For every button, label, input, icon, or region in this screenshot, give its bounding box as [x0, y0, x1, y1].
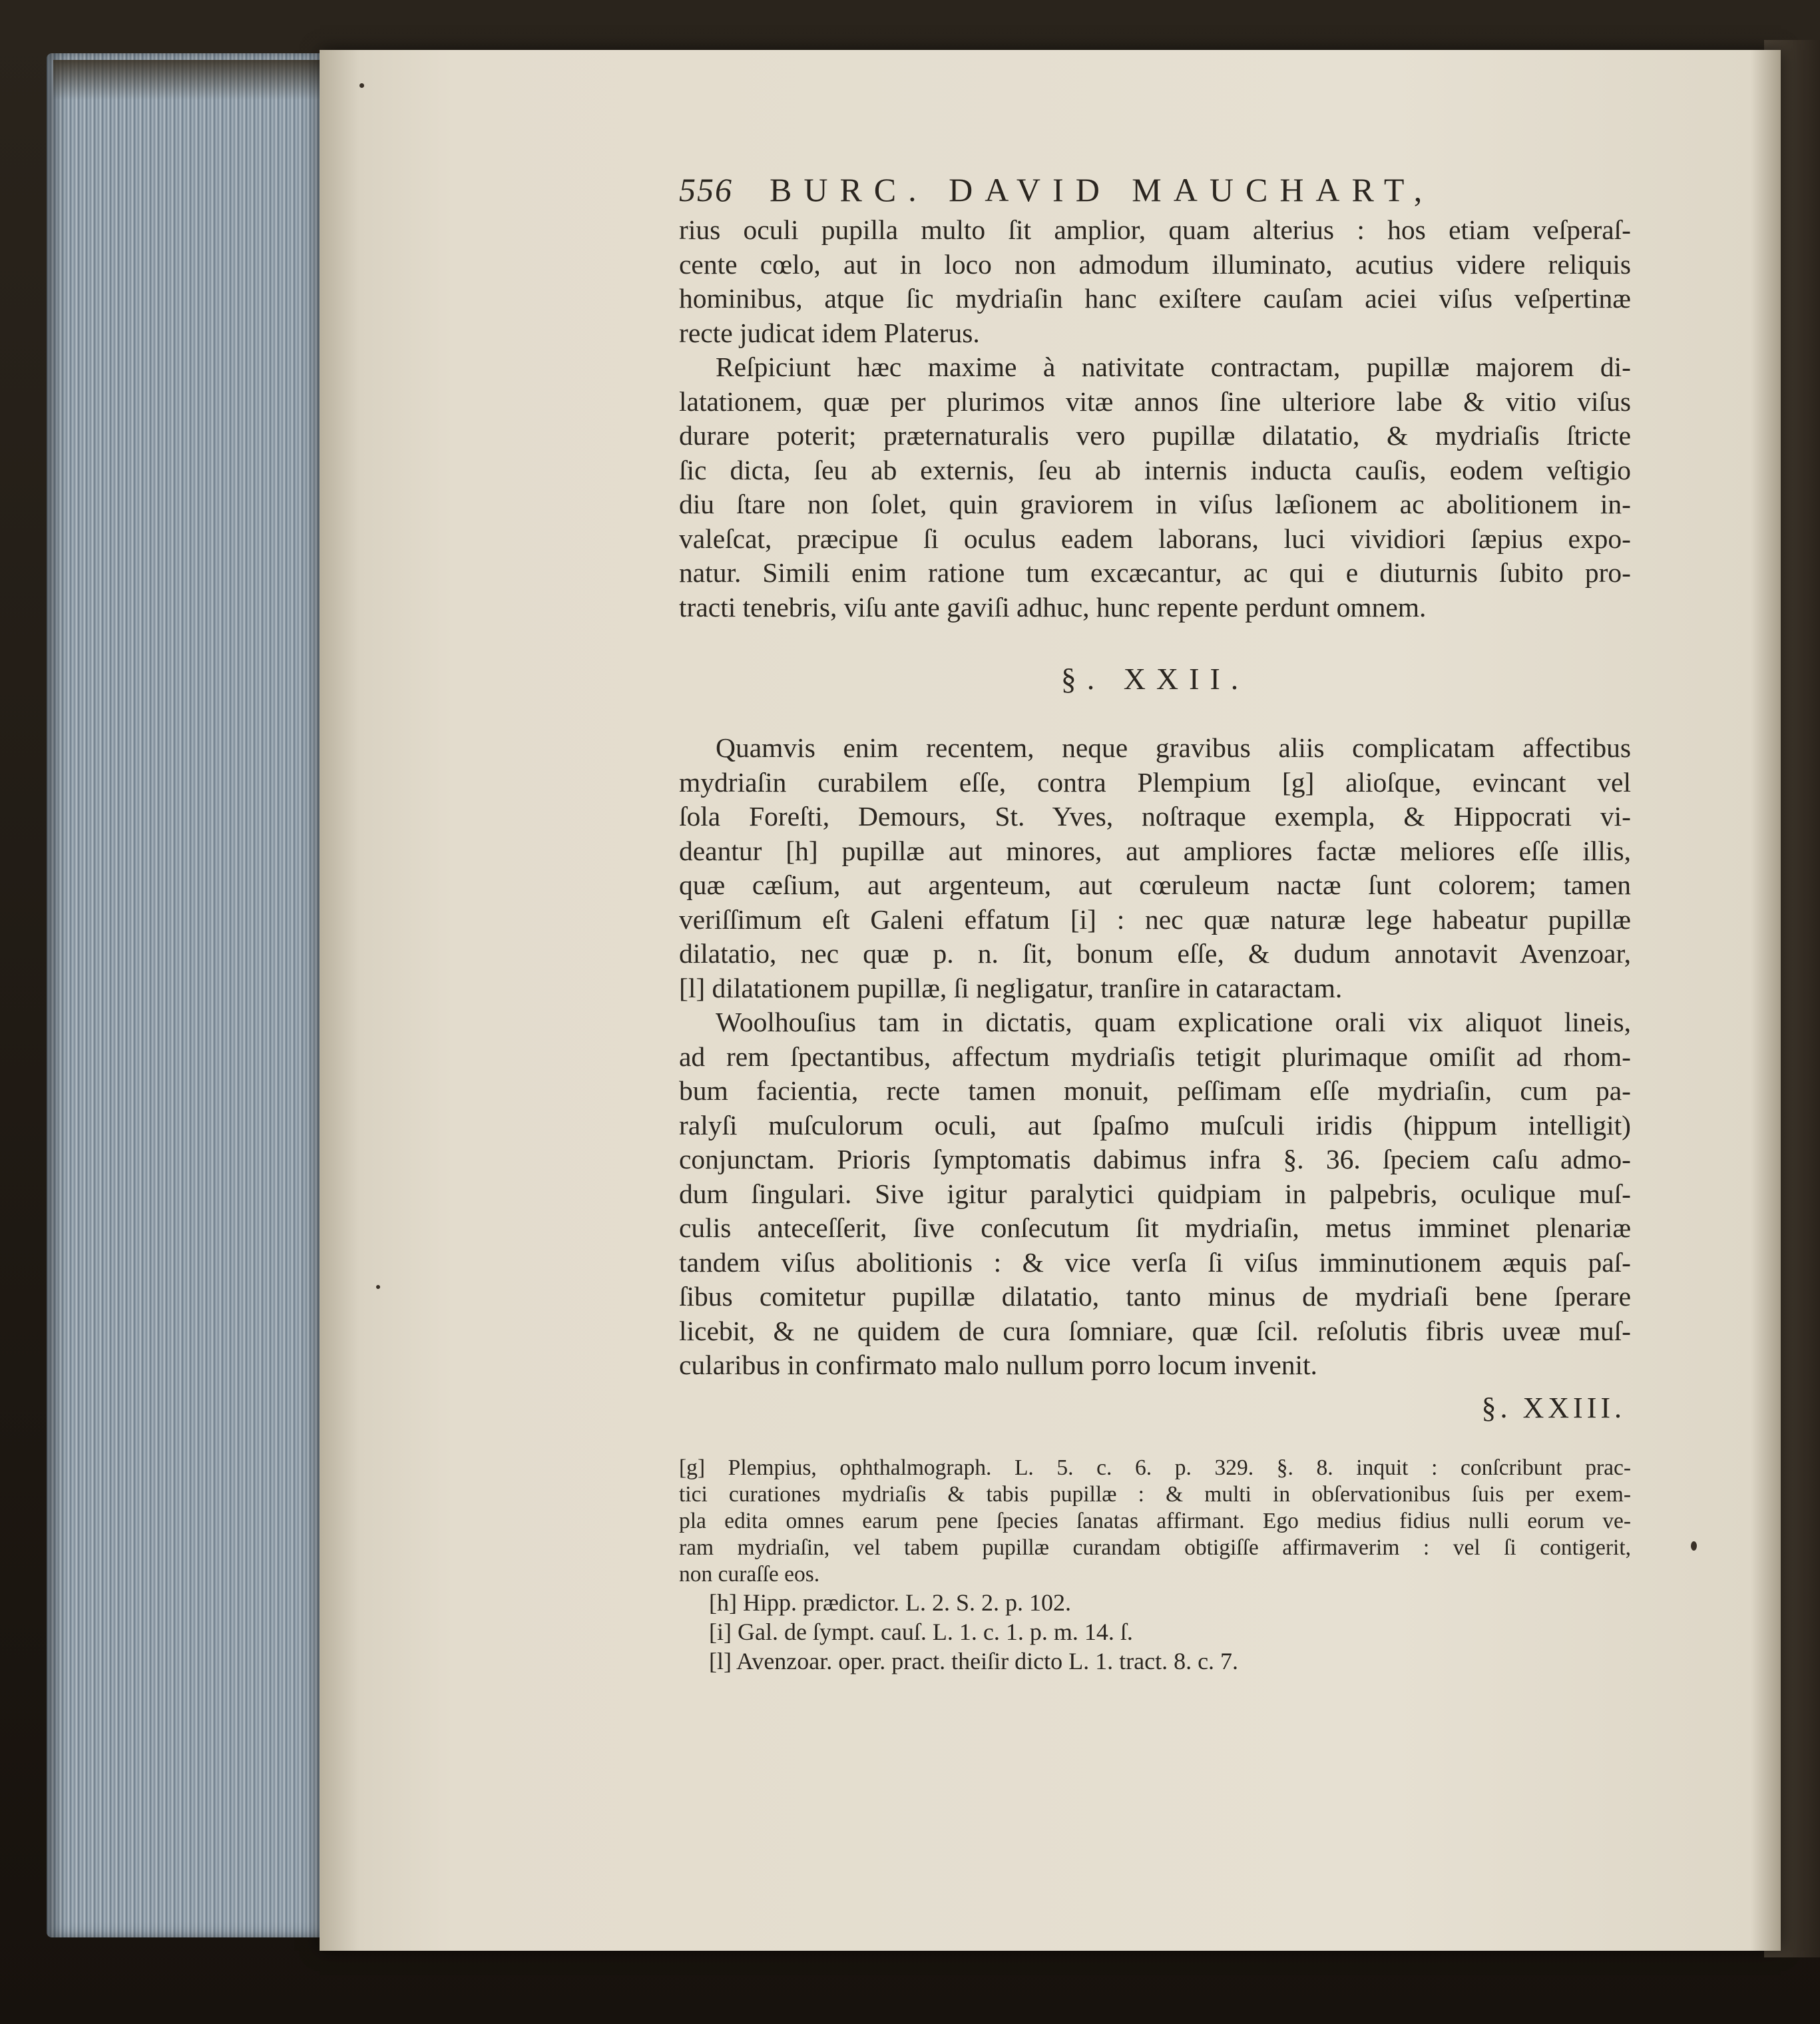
text-line: ſic dicta, ſeu ab externis, ſeu ab internis inducta cauſis, eodem veſtigio — [679, 454, 1631, 485]
running-title: BURC. DAVID MAUCHART, — [770, 171, 1435, 208]
book-page-edges — [47, 53, 323, 1937]
ink-speck — [1691, 1541, 1697, 1551]
footnote-l: [l] Avenzoar. oper. pract. theiſir dicto L. 1. tract. 8. c. 7. — [709, 1647, 1239, 1674]
text-line: deantur [h] pupillæ aut minores, aut ampliores factæ meliores eſſe illis, — [679, 835, 1631, 866]
page-number: 556 — [679, 171, 733, 208]
ink-speck — [359, 83, 364, 88]
text-line: cente cœlo, aut in loco non admodum illuminato, acutius videre reliquis — [679, 248, 1631, 280]
paragraph-4 — [679, 1005, 1631, 1383]
book-edge-shadow — [53, 60, 323, 100]
footnote-g-line: [g] Plempius, ophthalmograph. L. 5. c. 6. p. 329. §. 8. inquit : conſcribunt prac- — [679, 1455, 1631, 1480]
page-content — [679, 166, 1631, 1676]
text-line: dilatatio, nec quæ p. n. ſit, bonum eſſe, & dudum annotavit Avenzoar, — [679, 938, 1631, 969]
text-line: latationem, quæ per plurimos vitæ annos ſine ulteriore labe & vitio viſus — [679, 385, 1631, 417]
text-line: dum ſingulari. Sive igitur paralytici quidpiam in palpebris, oculique muſ- — [679, 1178, 1631, 1209]
footnote-g-line: ram mydriaſin, vel tabem pupillæ curandam obtigiſſe affirmaverim : vel ſi contigerit, — [679, 1535, 1631, 1560]
text-line: recte judicat idem Platerus. — [679, 317, 980, 348]
footnotes — [679, 1455, 1631, 1676]
text-line: valeſcat, præcipue ſi oculus eadem laborans, luci vividiori ſæpius expo- — [679, 523, 1631, 554]
text-line: rius oculi pupilla multo ſit amplior, quam alterius : hos etiam veſperaſ- — [679, 214, 1631, 245]
paragraph-2 — [679, 350, 1631, 625]
text-line: diu ſtare non ſolet, quin graviorem in viſus læſionem ac abolitionem in- — [679, 489, 1631, 519]
text-line: mydriaſin curabilem eſſe, contra Plempium [g] alioſque, evincant vel — [679, 766, 1631, 798]
text-line: conjunctam. Prioris ſymptomatis dabimus infra §. 36. ſpeciem caſu admo- — [679, 1144, 1631, 1174]
text-line: bum facientia, recte tamen monuit, peſſimam eſſe mydriaſin, cum pa- — [679, 1075, 1631, 1106]
text-line: ſibus comitetur pupillæ dilatatio, tanto minus de mydriaſi bene ſperare — [679, 1281, 1631, 1312]
text-line: culis anteceſſerit, ſive conſecutum ſit mydriaſin, metus imminet plenariæ — [679, 1212, 1631, 1243]
text-line: tracti tenebris, viſu ante gaviſi adhuc, hunc repente perdunt omnem. — [679, 591, 1427, 623]
text-line: quæ cæſium, aut argenteum, aut cœruleum nactæ ſunt colorem; tamen — [679, 870, 1631, 900]
text-line: ralyſi muſculorum oculi, aut ſpaſmo muſculi iridis (hippum intelligit) — [679, 1109, 1631, 1140]
text-line: natur. Simili enim ratione tum excæcantur, ac qui e diuturnis ſubito pro- — [679, 557, 1631, 588]
running-head — [679, 166, 1631, 213]
text-line: cularibus in confirmato malo nullum porro locum invenit. — [679, 1350, 1317, 1380]
footnote-h: [h] Hipp. prædictor. L. 2. S. 2. p. 102. — [709, 1589, 1071, 1616]
paragraph-1 — [679, 213, 1631, 350]
section-heading: §. XXII. — [1060, 662, 1250, 696]
footnote-g-line: pla edita omnes earum pene ſpecies ſanatas affirmant. Ego medius fidius nulli eorum ve- — [679, 1508, 1631, 1533]
footnote-i: [i] Gal. de ſympt. cauſ. L. 1. c. 1. p. m. 14. ſ. — [709, 1618, 1133, 1645]
text-line: veriſſimum eſt Galeni effatum [i] : nec quæ naturæ lege habeatur pupillæ — [679, 903, 1631, 935]
paragraph-3 — [679, 731, 1631, 1005]
text-line: [l] dilatationem pupillæ, ſi negligatur, tranſire in cataractam. — [679, 972, 1343, 1003]
text-line: ad rem ſpectantibus, affectum mydriaſis tetigit plurimaque omiſit ad rhom- — [679, 1041, 1631, 1072]
footnote-g-line: non curaſſe eos. — [679, 1561, 820, 1587]
text-line: Reſpiciunt hæc maxime à nativitate contractam, pupillæ majorem di- — [716, 352, 1631, 382]
catchword: §. XXIII. — [1481, 1391, 1626, 1424]
text-line: licebit, & ne quidem de cura ſomniare, quæ ſcil. reſolutis fibris uveæ muſ- — [679, 1315, 1631, 1346]
text-line: tandem viſus abolitionis : & vice verſa ſi viſus imminutionem æquis paſ- — [679, 1246, 1631, 1278]
text-line: hominibus, atque ſic mydriaſin hanc exiſtere cauſam aciei viſus veſpertinæ — [679, 283, 1631, 314]
text-line: ſola Foreſti, Demours, St. Yves, noſtraque exempla, & Hippocrati vi- — [679, 801, 1631, 832]
ink-speck — [376, 1285, 380, 1289]
text-line: Quamvis enim recentem, neque gravibus aliis complicatam affectibus — [716, 732, 1631, 763]
footnote-g-line: tici curationes mydriaſis & tabis pupillæ : & multi in obſervationibus ſuis per exem- — [679, 1481, 1631, 1507]
text-line: durare poterit; præternaturalis vero pupillæ dilatatio, & mydriaſis ſtricte — [679, 420, 1631, 451]
text-line: Woolhouſius tam in dictatis, quam explicatione orali vix aliquot lineis, — [716, 1007, 1631, 1037]
